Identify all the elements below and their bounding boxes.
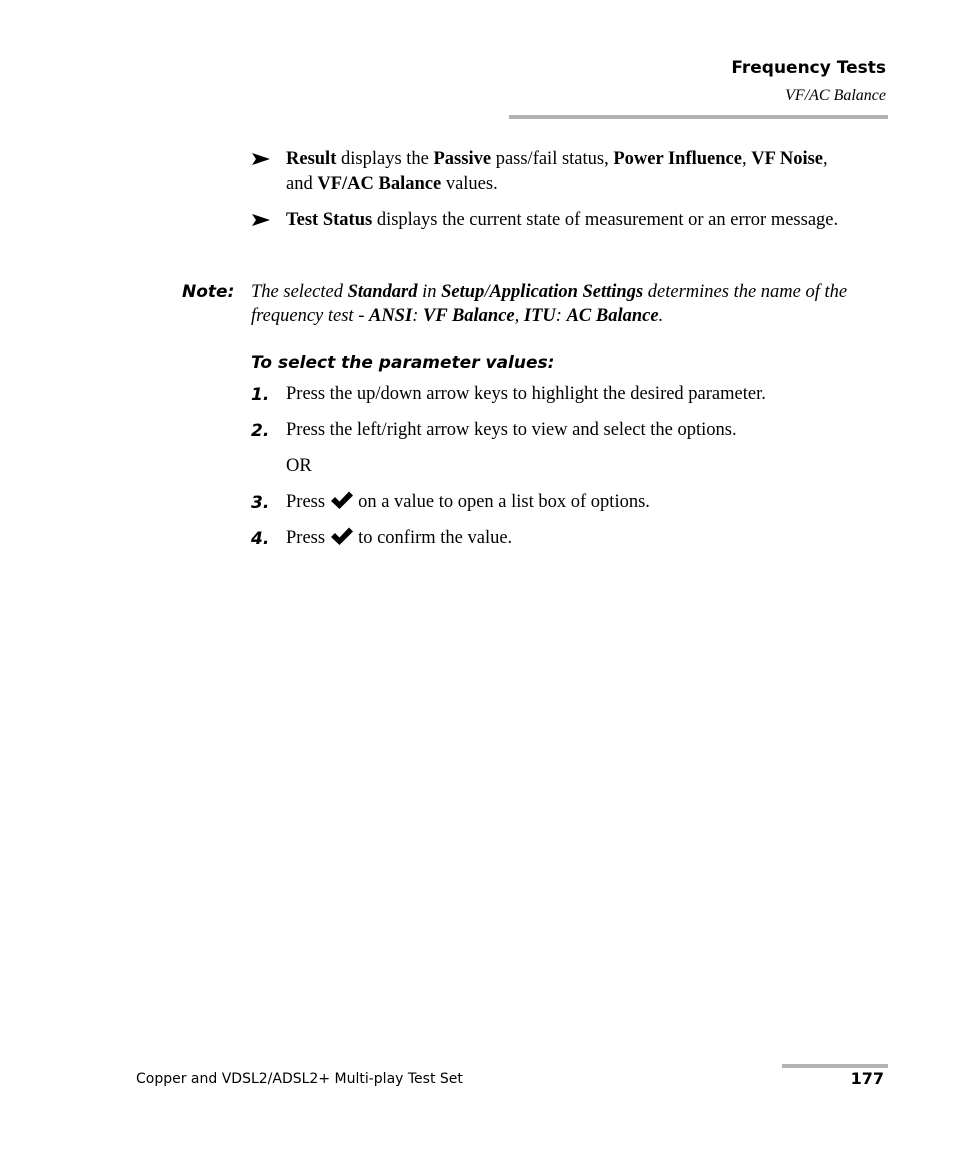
page-number: 177 <box>850 1069 884 1088</box>
checkmark-icon <box>330 490 354 510</box>
step-text: Press the left/right arrow keys to view and select the options. <box>286 420 737 440</box>
step-text: Press on a value to open a list box of options. <box>286 492 650 512</box>
bullet-item-test-status <box>250 208 850 233</box>
or-text: OR <box>286 456 312 476</box>
procedure-step-2 <box>251 418 851 442</box>
step-number: 1. <box>251 385 270 405</box>
footer-product-name: Copper and VDSL2/ADSL2+ Multi-play Test Set <box>136 1071 463 1087</box>
bullet-item-result <box>250 147 850 197</box>
procedure-step-3 <box>251 490 851 514</box>
running-header-title: Frequency Tests <box>731 58 886 78</box>
bullet-text: Test Status displays the current state of measurement or an error message. <box>286 210 839 230</box>
procedure-step-4 <box>251 526 851 550</box>
bullet-text: Result displays the Passive pass/fail status, Power Influence, VF Noise, and VF/AC Balance values. <box>286 149 828 194</box>
note-body: The selected Standard in Setup/Application Settings determines the name of the frequency test - ANSI: VF Balance, ITU: AC Balance. <box>251 282 848 326</box>
header-rule <box>509 115 888 119</box>
arrowhead-bullet-icon <box>250 152 272 166</box>
step-text: Press the up/down arrow keys to highlight the desired parameter. <box>286 384 766 404</box>
checkmark-icon <box>330 526 354 546</box>
procedure-title: To select the parameter values: <box>251 353 555 373</box>
step-number: 3. <box>251 493 270 513</box>
running-header-subtitle: VF/AC Balance <box>785 87 886 104</box>
footer-rule <box>782 1064 888 1068</box>
note-label: Note: <box>182 282 235 302</box>
arrowhead-bullet-icon <box>250 213 272 227</box>
step-text: Press to confirm the value. <box>286 528 513 548</box>
procedure-step-1 <box>251 382 851 406</box>
step-number: 2. <box>251 421 270 441</box>
step-number: 4. <box>251 529 270 549</box>
